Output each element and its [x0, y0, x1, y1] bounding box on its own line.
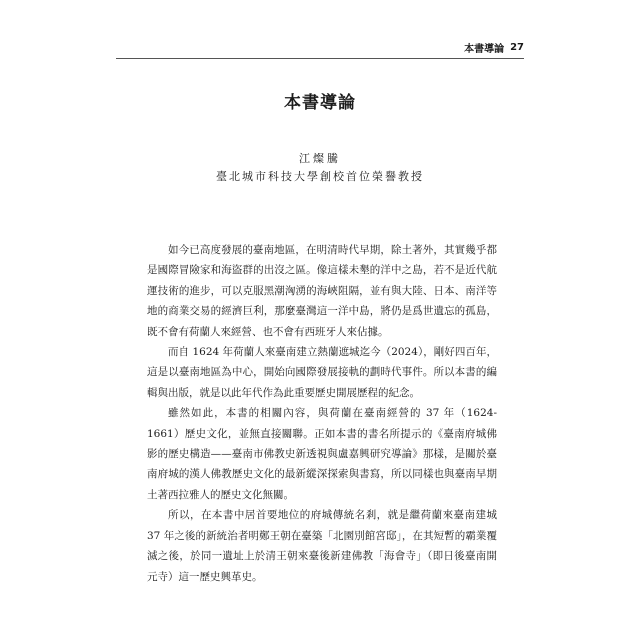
paragraph: 而自 1624 年荷蘭人來臺南建立熱蘭遮城迄今（2024），剛好四百年，這是以臺南地區為中心，開始向國際發展接軌的劃時代事件。所以本書的編輯與出版，就是以此年代作為此重要歷史開展歷程的紀念。 — [147, 346, 497, 399]
page-number: 27 — [510, 42, 524, 53]
paragraph: 所以，在本書中居首要地位的府城傳統名剎，就是繼荷蘭來臺南建城 37 年之後的新統治者明鄭王朝在臺築「北園別館宮邸」，在其短暫的霸業覆滅之後，於同一遺址上於清王朝來臺後新建佛教「海會寺」（即日後臺南開元寺）這一歷史興革史。 — [147, 509, 497, 583]
chapter-title: 本書導論 — [284, 93, 356, 113]
paragraph: 雖然如此，本書的相關內容，與荷蘭在臺南經營的 37 年（1624-1661）歷史文化，並無直接關聯。正如本書的書名所提示的《臺南府城佛影的歷史構造——臺南市佛教史新透視與盧嘉興研究導論》那樣，是關於臺南府城的漢人佛教歷史文化的最新縱深探索與書寫，所以同樣也與臺南早期土著西拉雅人的歷史文化無關。 — [147, 407, 497, 501]
header-rule — [116, 58, 524, 59]
author-affiliation: 臺北城市科技大學創校首位榮譽教授 — [216, 170, 424, 183]
running-title: 本書導論 — [464, 44, 505, 55]
author-name: 江燦騰 — [299, 152, 341, 165]
paragraph: 如今已高度發展的臺南地區，在明清時代早期，除土著外，其實幾乎都是國際冒險家和海盜群的出沒之區。像這樣未墾的洋中之島，若不是近代航運技術的進步，可以克服黑潮洶湧的海峽阻隔，並有與大陸、日本、南洋等地的商業交易的經濟巨利，那麼臺灣這一洋中島，將仍是爲世遺忘的孤島，既不會有荷蘭人來經營、也不會有西班牙人來佔據。 — [147, 244, 497, 338]
running-head — [464, 40, 524, 55]
body-text — [147, 240, 497, 587]
